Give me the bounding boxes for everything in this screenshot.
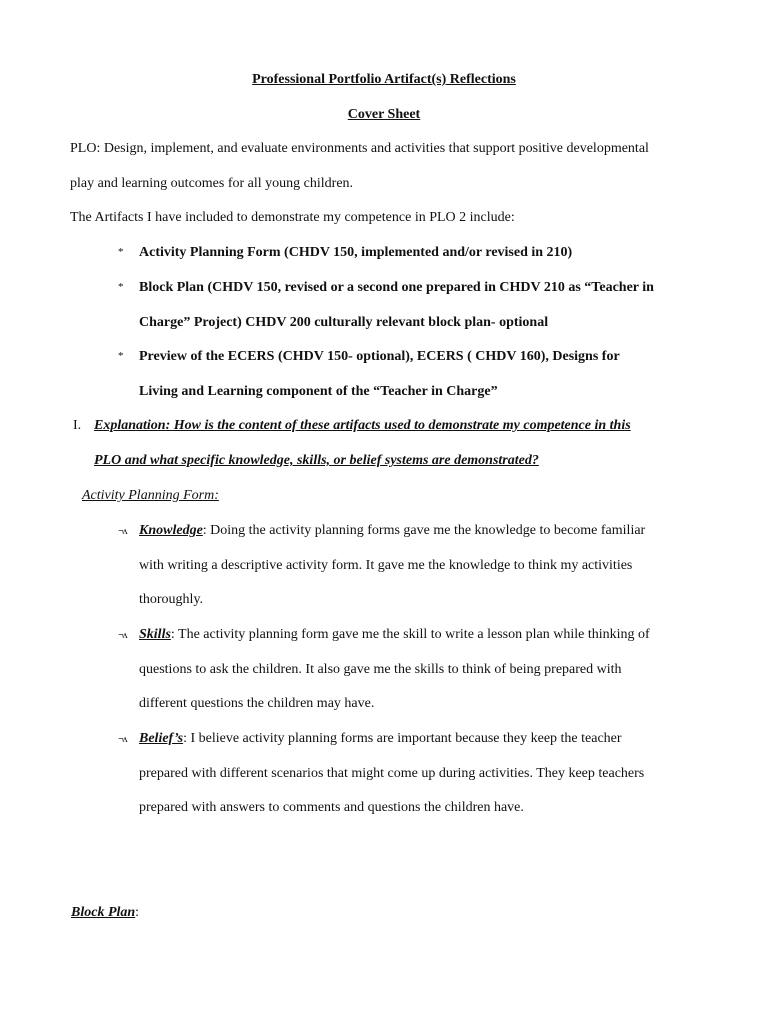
skills-text: : The activity planning form gave me the skill to write a lesson plan while thinking of <box>170 627 650 642</box>
beliefs-text: : I believe activity planning forms are important because they keep the teacher <box>183 731 622 746</box>
section-explanation-line-1: Explanation: How is the content of these artifacts used to demonstrate my competence in this <box>94 418 631 433</box>
beliefs-line-2: prepared with different scenarios that might come up during activities. They keep teachers <box>139 766 645 781</box>
check-bullet-icon: ¬ʌ <box>118 630 127 641</box>
artifacts-intro: The Artifacts I have included to demonstrate my competence in PLO 2 include: <box>70 210 515 225</box>
block-plan-heading-line <box>71 904 139 922</box>
artifact-bullet-3-line-2: Living and Learning component of the “Teacher in Charge” <box>139 384 498 399</box>
knowledge-line-1 <box>139 522 645 540</box>
block-plan-colon: : <box>135 905 140 920</box>
artifact-bullet-2-line-2: Charge” Project) CHDV 200 culturally relevant block plan- optional <box>139 315 549 330</box>
activity-planning-heading: Activity Planning Form: <box>82 488 219 503</box>
skills-line-1 <box>139 626 650 644</box>
beliefs-term: Belief’s <box>139 731 184 746</box>
plo-line-2: play and learning outcomes for all young children. <box>70 176 354 191</box>
document-title: Professional Portfolio Artifact(s) Reflections <box>252 72 516 87</box>
bullet-star-icon: * <box>118 350 124 362</box>
knowledge-term: Knowledge <box>139 523 203 538</box>
skills-line-2: questions to ask the children. It also gave me the skills to think of being prepared with <box>139 662 622 677</box>
block-plan-heading: Block Plan <box>71 905 136 920</box>
plo-line-1: PLO: Design, implement, and evaluate environments and activities that support positive developmental <box>70 141 649 156</box>
knowledge-line-2: with writing a descriptive activity form. It gave me the knowledge to think my activities <box>139 558 633 573</box>
bullet-star-icon: * <box>118 246 124 258</box>
knowledge-line-3: thoroughly. <box>139 592 204 607</box>
knowledge-text: : Doing the activity planning forms gave me the knowledge to become familiar <box>202 523 646 538</box>
section-explanation-line-2: PLO and what specific knowledge, skills, or belief systems are demonstrated? <box>94 453 539 468</box>
document-subtitle: Cover Sheet <box>347 107 421 122</box>
check-bullet-icon: ¬ʌ <box>118 734 127 745</box>
artifact-bullet-3-line-1: Preview of the ECERS (CHDV 150- optional), ECERS ( CHDV 160), Designs for <box>139 349 620 364</box>
section-numeral: I. <box>73 418 82 433</box>
artifact-bullet-1: Activity Planning Form (CHDV 150, implemented and/or revised in 210) <box>139 245 573 260</box>
skills-term: Skills <box>139 627 171 642</box>
skills-line-3: different questions the children may have. <box>139 696 375 711</box>
beliefs-line-3: prepared with answers to comments and questions the children have. <box>139 800 524 815</box>
bullet-star-icon: * <box>118 281 124 293</box>
check-bullet-icon: ¬ʌ <box>118 526 127 537</box>
artifact-bullet-2-line-1: Block Plan (CHDV 150, revised or a second one prepared in CHDV 210 as “Teacher in <box>139 280 654 295</box>
beliefs-line-1 <box>139 730 622 748</box>
